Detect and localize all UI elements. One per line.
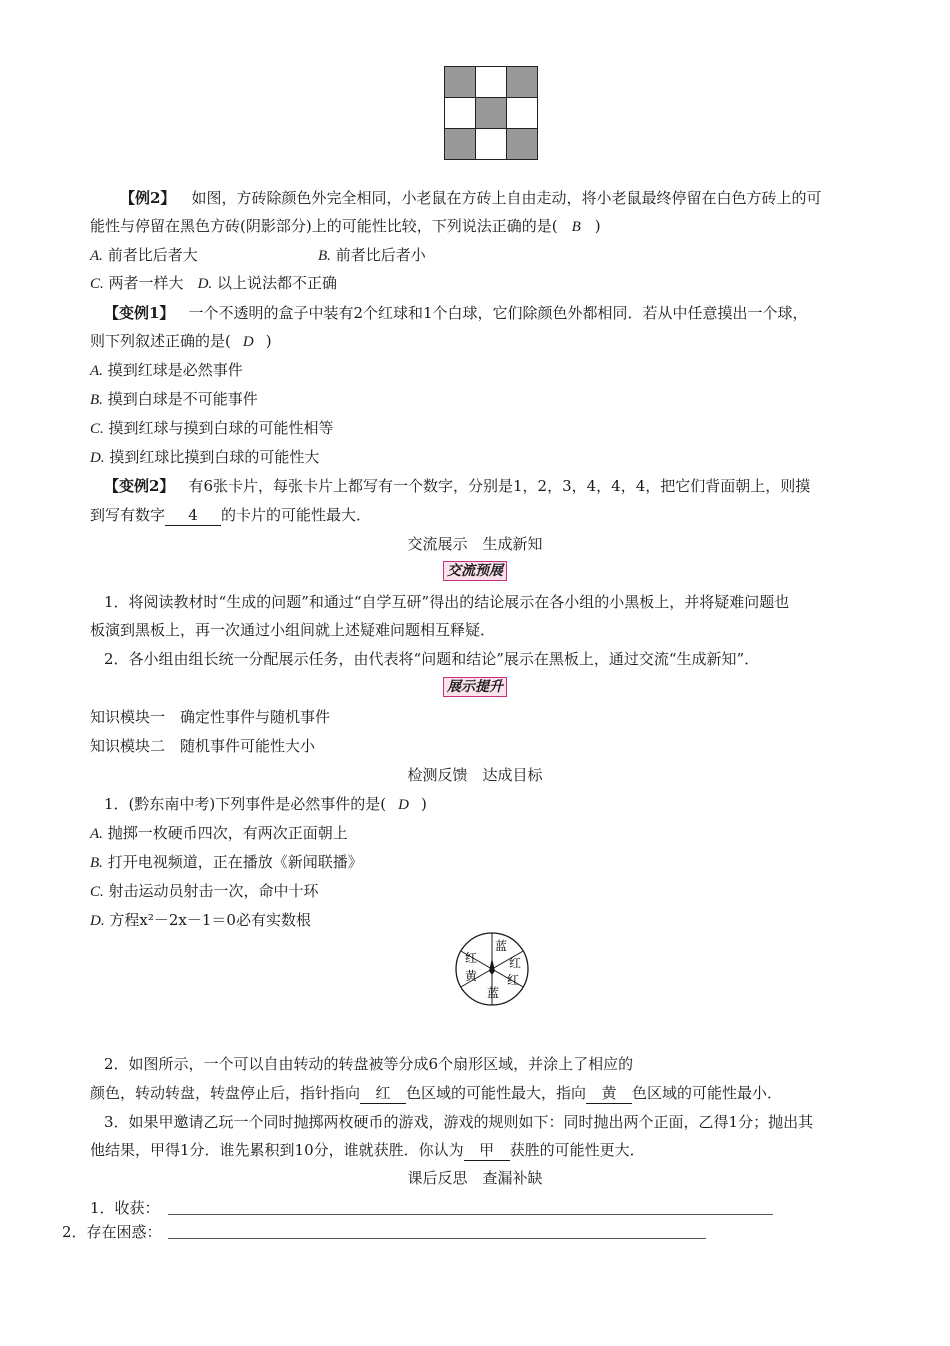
check-q1-stem <box>104 794 427 815</box>
option-text: 以上说法都不正确 <box>216 274 337 292</box>
variant2-line2 <box>90 505 371 526</box>
option-text: 摸到红球是必然事件 <box>107 361 243 379</box>
variant2-text1: 有6张卡片，每张卡片上都写有一个数字，分别是1，2，3，4，4，4，把它们背面朝上，则摸 <box>188 477 811 495</box>
q2-text-post: 色区域的可能性最小． <box>632 1084 783 1102</box>
spinner-label: 红 <box>506 973 520 987</box>
q1-close-paren: ) <box>420 795 427 813</box>
variant2-tag: 【变例2】 <box>104 477 175 495</box>
section-show-stamp-row <box>0 676 950 697</box>
tile-dark <box>444 128 476 160</box>
section-exchange-stamp-row <box>0 560 950 581</box>
section-exchange-heading: 交流展示 生成新知 <box>407 535 543 553</box>
spinner-label: 黄 <box>464 969 478 983</box>
example2-close-paren: ) <box>594 217 601 235</box>
option-letter: A. <box>90 248 103 264</box>
option-text: 方程x²－2x－1＝0必有实数根 <box>109 911 311 929</box>
q2-text-pre: 颜色，转动转盘，转盘停止后，指针指向 <box>90 1084 361 1102</box>
tile-light <box>444 97 476 129</box>
variant2-line1 <box>104 476 810 496</box>
section-check-heading: 检测反馈 达成目标 <box>407 766 543 784</box>
exchange-item2: 2．各小组由组长统一分配展示任务，由代表将“问题和结论”展示在黑板上，通过交流“生成新知”． <box>104 650 760 668</box>
tile-dark <box>475 97 507 129</box>
reflect-confusion-label: 2．存在困惑： <box>62 1223 162 1241</box>
example2-text1: 如图，方砖除颜色外完全相同，小老鼠在方砖上自由走动，将小老鼠最终停留在白色方砖上的可 <box>191 189 822 207</box>
option-letter: D. <box>90 913 105 929</box>
check-q3-line1: 3．如果甲邀请乙玩一个同时抛掷两枚硬币的游戏，游戏的规则如下：同时抛出两个正面，乙得1分；抛出其 <box>104 1113 814 1131</box>
q3-answer: 甲 <box>464 1140 510 1161</box>
q1-option-d <box>90 910 311 931</box>
example2-tag: 【例2】 <box>120 189 176 207</box>
variant1-line2 <box>90 331 272 352</box>
variant1-option-a <box>90 360 243 381</box>
option-letter: B. <box>90 855 103 871</box>
tile-light <box>506 97 538 129</box>
option-text: 两者一样大 <box>108 274 184 292</box>
variant2-text2-post: 的卡片的可能性最大． <box>221 506 372 524</box>
variant1-close-paren: ) <box>265 332 272 350</box>
q3-text-pre: 他结果，甲得1分．谁先累积到10分，谁就获胜．你认为 <box>90 1141 464 1159</box>
option-letter: C. <box>90 421 104 437</box>
reflect-gains-label: 1．收获： <box>90 1199 160 1217</box>
variant1-text2: 则下列叙述正确的是( <box>90 332 231 350</box>
show-stamp: 展示提升 <box>443 677 507 697</box>
option-letter: D. <box>197 276 213 292</box>
variant1-text1: 一个不透明的盒子中装有2个红球和1个白球，它们除颜色外都相同．若从中任意摸出一个球， <box>188 304 808 322</box>
q1-option-c <box>90 881 319 902</box>
variant1-answer: D <box>242 334 254 350</box>
option-letter: B. <box>318 248 331 264</box>
spinner-label: 蓝 <box>486 986 500 1000</box>
example2-line1 <box>120 188 821 208</box>
example2-option-a <box>90 245 198 266</box>
variant1-tag: 【变例1】 <box>104 304 175 322</box>
variant2-answer: 4 <box>165 505 221 526</box>
tile-light <box>475 66 507 98</box>
option-letter: B. <box>90 392 103 408</box>
example2-text2: 能性与停留在黑色方砖(阴影部分)上的可能性比较，下列说法正确的是( <box>90 217 558 235</box>
option-text: 抛掷一枚硬币四次，有两次正面朝上 <box>107 824 348 842</box>
q2-answer-most: 红 <box>360 1083 406 1104</box>
variant2-text2-pre: 到写有数字 <box>90 506 166 524</box>
q3-text-post: 获胜的可能性更大． <box>509 1141 645 1159</box>
q1-option-a <box>90 823 348 844</box>
exchange-stamp: 交流预展 <box>443 561 507 581</box>
knowledge-module-2: 知识模块二 随机事件可能性大小 <box>90 737 316 755</box>
section-reflect-heading: 课后反思 查漏补缺 <box>407 1169 543 1187</box>
variant1-line1 <box>104 303 808 323</box>
spinner-label: 蓝 <box>494 939 508 953</box>
option-letter: D. <box>90 450 105 466</box>
option-text: 摸到红球比摸到白球的可能性大 <box>109 448 320 466</box>
option-text: 打开电视频道，正在播放《新闻联播》 <box>107 853 363 871</box>
tile-dark <box>506 128 538 160</box>
check-q3-line2 <box>90 1140 645 1161</box>
q2-text-mid: 色区域的可能性最大，指向 <box>406 1084 587 1102</box>
option-letter: A. <box>90 363 103 379</box>
variant1-option-c <box>90 418 334 439</box>
q1-text: 1．(黔东南中考)下列事件是必然事件的是( <box>104 795 387 813</box>
reflect-confusion-line <box>168 1238 706 1239</box>
q2-answer-least: 黄 <box>586 1083 632 1104</box>
variant1-option-b <box>90 389 258 410</box>
variant1-option-d <box>90 447 319 468</box>
q1-option-b <box>90 852 363 873</box>
example2-answer: B <box>571 219 581 235</box>
exchange-item1-line1: 1．将阅读教材时“生成的问题”和通过“自学互研”得出的结论展示在各小组的小黑板上，并将疑难问题也 <box>104 593 790 611</box>
option-text: 前者比后者大 <box>107 246 198 264</box>
tile-dark <box>444 66 476 98</box>
option-letter: C. <box>90 884 104 900</box>
example2-line2 <box>90 216 601 237</box>
spinner-label: 红 <box>508 956 522 970</box>
check-q2-line1: 2．如图所示，一个可以自由转动的转盘被等分成6个扇形区域，并涂上了相应的 <box>104 1055 634 1073</box>
option-text: 摸到白球是不可能事件 <box>107 390 258 408</box>
option-letter: A. <box>90 826 103 842</box>
option-text: 射击运动员射击一次，命中十环 <box>108 882 319 900</box>
knowledge-module-1: 知识模块一 确定性事件与随机事件 <box>90 708 331 726</box>
q1-answer: D <box>398 797 409 813</box>
spinner-figure <box>453 930 531 1008</box>
tile-light <box>475 128 507 160</box>
example2-option-b <box>318 245 426 266</box>
exchange-item1-line2: 板演到黑板上，再一次通过小组间就上述疑难问题相互释疑． <box>90 621 496 639</box>
option-letter: C. <box>90 276 104 292</box>
check-q2-line2 <box>90 1083 782 1104</box>
option-text: 前者比后者小 <box>335 246 426 264</box>
tile-grid-figure <box>444 66 540 162</box>
reflect-gains-line <box>168 1214 773 1215</box>
tile-dark <box>506 66 538 98</box>
spinner-label: 红 <box>464 951 478 965</box>
example2-option-cd <box>90 273 337 294</box>
option-text: 摸到红球与摸到白球的可能性相等 <box>108 419 334 437</box>
